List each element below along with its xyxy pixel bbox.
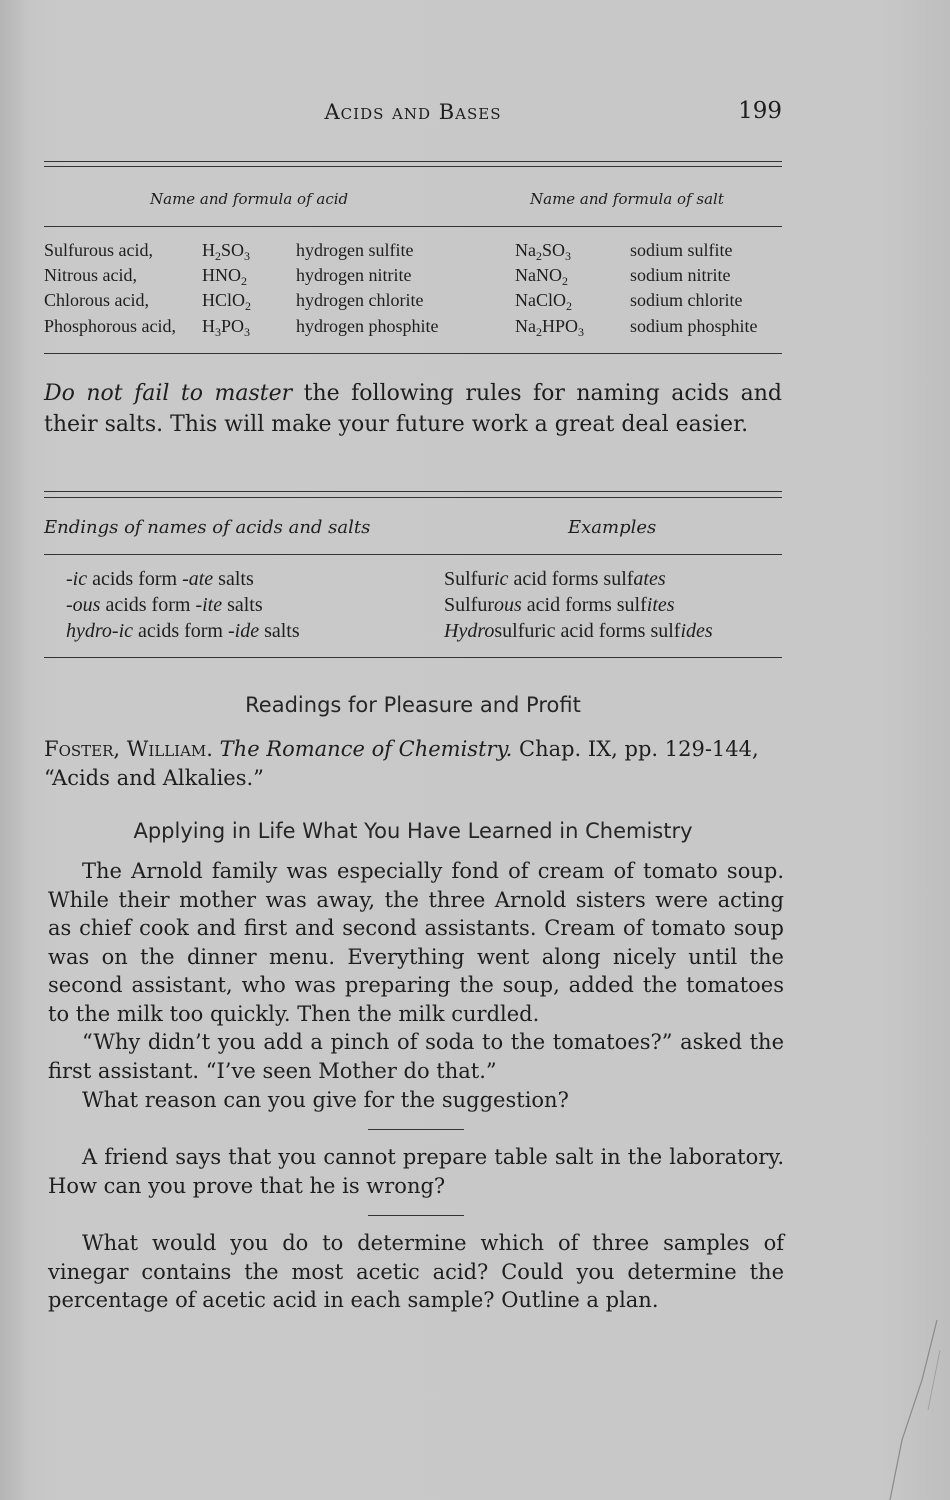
section-separator — [368, 1129, 464, 1130]
applying-paragraph-1: The Arnold family was especially fond of cream of tomato soup. While their mother was away, the three Arnold sisters were acting as chief cook and first and second assistants. Cream of tomato soup was on the dinner menu. Everything went along nicely until the second assistant, who was preparing the soup, added the tomatoes to the milk too quickly. Then the milk curdled. — [48, 859, 784, 1026]
acid-name: Phosphorous acid, — [44, 316, 176, 336]
reading-citation — [44, 735, 784, 793]
acid-name: Nitrous acid, — [44, 265, 137, 285]
salt-formula: NaClO$_2$ — [515, 290, 572, 313]
acid-chemical-name: hydrogen nitrite — [296, 265, 412, 285]
ending-rule: -ous acids form -ite salts — [66, 594, 263, 616]
endings-top-rule — [44, 491, 782, 492]
running-head — [44, 100, 782, 134]
ending-rule: -ic acids form -ate salts — [66, 568, 254, 590]
table-row — [44, 240, 784, 266]
acid-formula: $HNO_2$ — [202, 265, 247, 288]
salt-formula: $Na_2SO_3$ — [515, 240, 572, 263]
salt-name: sodium phosphite — [630, 316, 758, 336]
reading-author: Foster, William. — [44, 737, 213, 761]
acid-chemical-name: hydrogen sulfite — [296, 240, 414, 260]
col-head-endings: Endings of names of acids and salts — [44, 517, 371, 538]
reading-book-title: The Romance of Chemistry. — [219, 737, 513, 761]
acid-formula: $H_3PO_3$ — [202, 316, 251, 339]
col-head-examples: Examples — [568, 517, 657, 538]
ending-example: Hydrosulfuric acid forms sulfides — [444, 620, 713, 642]
acid-formula: HClO$_2$ — [202, 290, 252, 313]
applying-paragraph-3: What reason can you give for the suggestion? — [82, 1088, 569, 1112]
salt-formula: $Na_2HPO_3$ — [515, 316, 585, 339]
page-fold-mark — [852, 1320, 942, 1500]
endings-top-rule-2 — [44, 497, 782, 498]
master-text: the following rules for naming acids and their salts. This will make your future work a great deal easier. — [44, 381, 782, 437]
applying-heading: Applying in Life What You Have Learned in Chemistry — [133, 819, 693, 843]
table-bottom-rule — [44, 353, 782, 354]
salt-name: sodium nitrite — [630, 265, 731, 285]
salt-formula: NaNO$_2$ — [515, 265, 568, 288]
acid-formula: $H_2SO_3$ — [202, 240, 251, 263]
table-row — [44, 316, 784, 342]
applying-paragraph-5: What would you do to determine which of three samples of vinegar contains the most acetic acid? Could you determine the percentage of acetic acid in each sample? Outline a plan. — [48, 1231, 784, 1312]
table-top-rule — [44, 161, 782, 162]
acid-chemical-name: hydrogen phosphite — [296, 316, 439, 336]
ending-rule: hydro-ic acids form -ide salts — [66, 620, 300, 642]
salt-name: sodium chlorite — [630, 290, 743, 310]
table-header-rule — [44, 226, 782, 227]
ending-example: Sulfuric acid forms sulfates — [444, 568, 666, 590]
page-number: 199 — [738, 98, 782, 124]
running-title: Acids and Bases — [324, 100, 502, 124]
table-top-rule-2 — [44, 166, 782, 167]
section-separator — [368, 1215, 464, 1216]
applying-paragraph-4: A friend says that you cannot prepare table salt in the laboratory. How can you prove that he is wrong? — [48, 1145, 784, 1198]
acid-name: Sulfurous acid, — [44, 240, 153, 260]
col-head-salt: Name and formula of salt — [530, 190, 724, 208]
col-head-acid: Name and formula of acid — [150, 190, 349, 208]
readings-heading: Readings for Pleasure and Profit — [245, 693, 581, 717]
reading-details: Chap. IX, pp. 129-144, “Acids and Alkalies.” — [44, 737, 759, 790]
acid-name: Chlorous acid, — [44, 290, 149, 310]
table-row — [44, 290, 784, 316]
endings-bottom-rule — [44, 657, 782, 658]
ending-example: Sulfurous acid forms sulfites — [444, 594, 675, 616]
applying-paragraph-2: “Why didn’t you add a pinch of soda to the tomatoes?” asked the first assistant. “I’ve seen Mother do that.” — [48, 1030, 784, 1083]
endings-header-rule — [44, 554, 782, 555]
table-row — [44, 265, 784, 291]
master-emphasis: Do not fail to master — [44, 381, 293, 406]
master-rules-paragraph — [44, 378, 782, 440]
acid-chemical-name: hydrogen chlorite — [296, 290, 424, 310]
salt-name: sodium sulfite — [630, 240, 733, 260]
